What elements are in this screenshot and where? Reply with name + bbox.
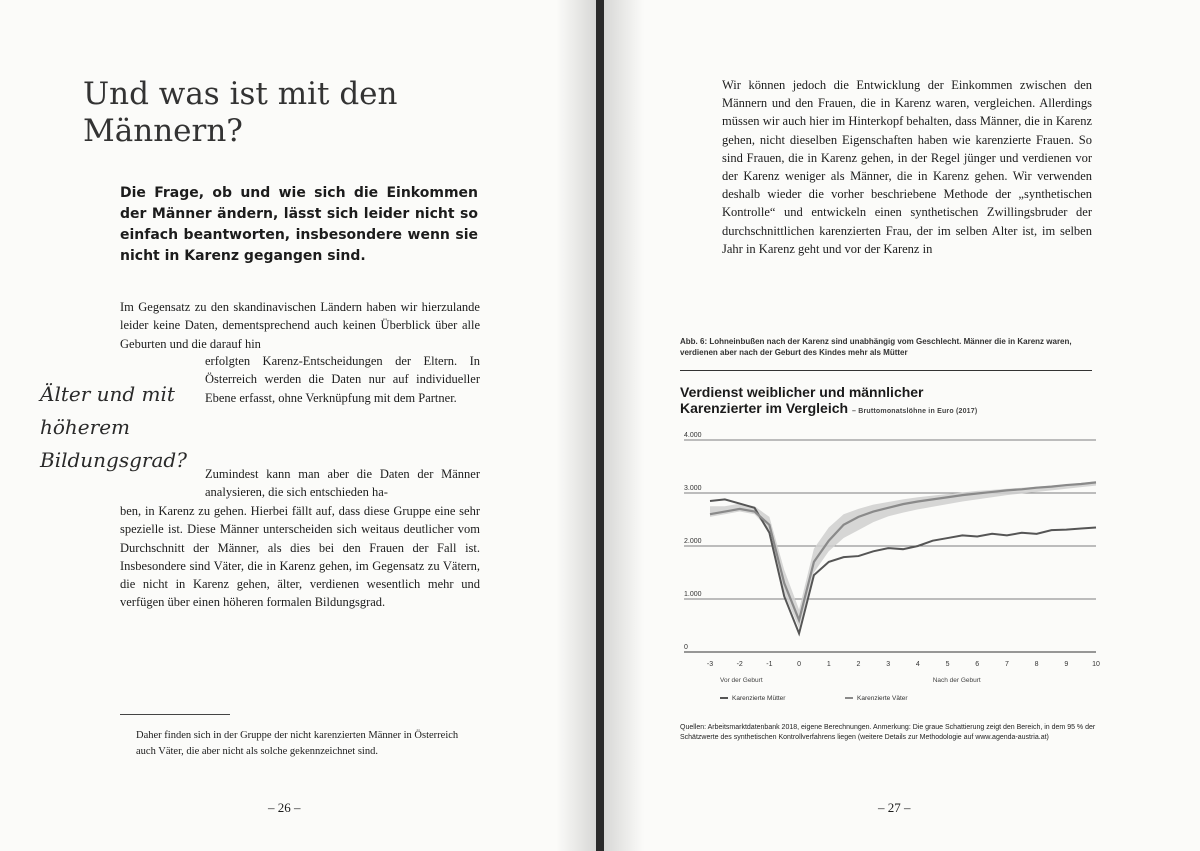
gutter-shadow-left <box>556 0 596 851</box>
x-tick-label-1: -2 <box>736 661 743 668</box>
chart-title-line-2 <box>680 400 1100 420</box>
legend-label-1: Karenzierte Väter <box>857 695 908 702</box>
x-tick-label-12: 9 <box>1064 661 1069 668</box>
footnote: Daher finden sich in der Gruppe der nicht karenzierten Männer in Österreich auch Väter, die aber nicht als solche gekennzeichnet sind. <box>136 730 459 757</box>
x-tick-label-2: -1 <box>766 661 773 668</box>
chart-title-line-1: Verdienst weiblicher und männlicher <box>680 384 924 400</box>
left-page <box>0 0 596 851</box>
body-paragraph-2: erfolgten Karenz-Entscheidungen der Eltern. In Österreich werden die Daten nur auf individueller Ebene erfasst, ohne Verknüpfung mit dem Partner. <box>205 354 480 405</box>
y-tick-label-1: 1.000 <box>684 591 702 598</box>
chapter-title: Und was ist mit den Männern? <box>83 76 398 149</box>
x-tick-label-9: 6 <box>975 661 980 668</box>
series-line-1 <box>710 482 1096 620</box>
chart-subtitle: – Bruttomonatslöhne in Euro (2017) <box>851 408 978 415</box>
income-chart <box>674 430 1104 720</box>
figure-caption: Abb. 6: Lohneinbußen nach der Karenz sind unabhängig vom Geschlecht. Männer die in Karenz waren, verdienen aber nach der Geburt des Kindes mehr als Mütter <box>680 337 1072 357</box>
x-annotation-before: Vor der Geburt <box>720 677 763 684</box>
y-tick-label-3: 3.000 <box>684 485 702 492</box>
margin-note: Älter und mit höherem Bildungsgrad? <box>40 382 187 472</box>
y-tick-label-0: 0 <box>684 644 688 651</box>
y-tick-label-2: 2.000 <box>684 538 702 545</box>
lead-paragraph: Die Frage, ob und wie sich die Einkommen der Männer ändern, lässt sich leider nicht so einfach beantworten, insbesondere wenn sie nicht in Karenz gegangen sind. <box>120 185 478 264</box>
body-paragraph-3: Zumindest kann man aber die Daten der Männer analysieren, die sich entschieden ha- <box>205 467 480 500</box>
right-page <box>604 0 1200 851</box>
x-tick-label-11: 8 <box>1034 661 1039 668</box>
y-tick-label-4: 4.000 <box>684 432 702 439</box>
body-paragraph-1: Im Gegensatz zu den skandinavischen Ländern haben wir hierzulande leider keine Daten, dementsprechend auch keinen Überblick über alle Geburten und die darauf hin <box>120 300 480 351</box>
figure-rule <box>680 370 1092 371</box>
x-tick-label-3: 0 <box>797 661 802 668</box>
x-tick-label-5: 2 <box>856 661 861 668</box>
x-tick-label-0: -3 <box>706 661 714 668</box>
x-tick-label-13: 10 <box>1092 661 1100 668</box>
footnote-rule <box>120 714 230 715</box>
x-tick-label-6: 3 <box>886 661 891 668</box>
chart-title <box>680 384 1100 420</box>
page-number-right: – 27 – <box>878 800 911 815</box>
gutter-shadow-right <box>604 0 644 851</box>
chart-source-note: Quellen: Arbeitsmarktdatenbank 2018, eigene Berechnungen. Anmerkung: Die graue Schattierung zeigt den Bereich, in dem 95 % der Schätzwerte des synthetischen Kontrollverfahrens liegen (weitere Details zur Methodologie auf www.agenda-austria.at) <box>680 724 1096 741</box>
legend-label-0: Karenzierte Mütter <box>732 695 786 702</box>
chart-title-line-2-text: Karenzierter im Vergleich <box>680 400 849 416</box>
body-paragraph-4: ben, in Karenz zu gehen. Hierbei fällt auf, dass diese Gruppe eine sehr spezielle ist. Diese Männer unterscheiden sich weitaus deutlicher vom Durchschnitt der Männer, als dies bei den Frauen der Fall ist. Insbesondere sind Väter, die in Karenz gehen, im Gegensatz zu Vätern, die nicht in Karenz gehen, älter, verdienen wesentlich mehr und verfügen über einen höheren formalen Bildungsgrad. <box>120 504 480 610</box>
x-tick-label-7: 4 <box>915 661 920 668</box>
x-tick-label-10: 7 <box>1004 661 1009 668</box>
x-tick-label-4: 1 <box>826 661 831 668</box>
page-number-left: – 26 – <box>268 800 301 815</box>
right-body-paragraph: Wir können jedoch die Entwicklung der Einkommen zwischen den Männern und den Frauen, die in Karenz waren, vergleichen. Allerdings müssen wir auch hier im Hinterkopf behalten, dass Männer, die in Karenz gehen, nicht dieselben Eigenschaften haben wie karenzierte Frauen. So sind Frauen, die in Karenz gehen, in der Regel jünger und verdienen vor der Karenz weniger als Männer, die in Karenz gehen. Wir verwenden deshalb wieder die vorher beschriebene Methode der „synthetischen Kontrolle“ und entwickeln einen synthetischen Zwillingsbruder der durchschnittlichen karenzierten Frau, der im selben Alter ist, im selben Jahr in Karenz geht und vor der Karenz in <box>722 78 1092 256</box>
x-tick-label-8: 5 <box>945 661 950 668</box>
x-annotation-after: Nach der Geburt <box>932 677 981 684</box>
